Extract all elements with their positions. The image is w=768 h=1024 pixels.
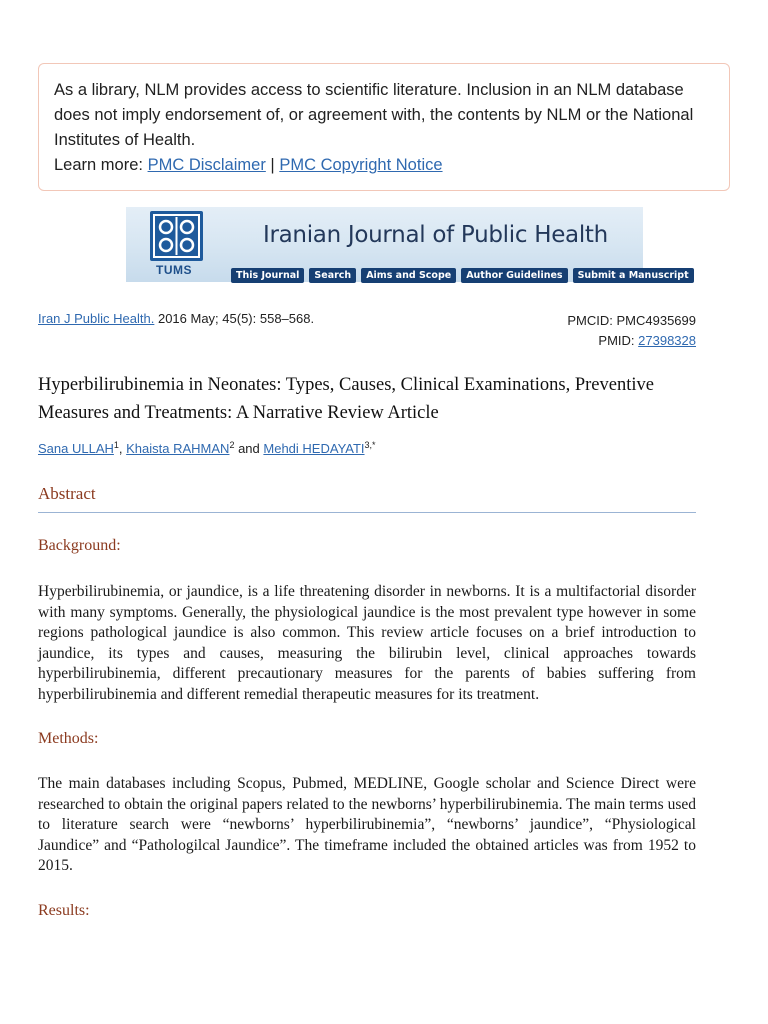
author-affiliation: 3,* — [364, 440, 376, 450]
pmc-copyright-link[interactable]: PMC Copyright Notice — [279, 156, 443, 174]
nav-search[interactable]: Search — [309, 268, 356, 283]
author-link[interactable]: Khaista RAHMAN — [126, 441, 230, 456]
journal-nav — [231, 265, 699, 281]
article-title: Hyperbilirubinemia in Neonates: Types, Causes, Clinical Examinations, Preventive Measures and Treatments: A Narrative Review Article — [38, 375, 654, 423]
author-link[interactable]: Mehdi HEDAYATI — [263, 441, 365, 456]
background-text: Hyperbilirubinemia, or jaundice, is a life threatening disorder in newborns. It is a multifactorial disorder with many symptoms. Generally, the physiological jaundice is the most prevalent type however in some regions pathological jaundice is also common. This review article focuses on a brief introduction to jaundice, its types and causes, measuring the bilirubin level, clinical approaches towards hyperbilirubinemia, different precautionary measures for the parents of babies suffering from hyperbilirubinemia and different remedial therapeutic measures for its treatment. — [38, 583, 696, 703]
article-ids — [567, 311, 696, 351]
pmcid-row — [567, 311, 696, 331]
author-affiliation: 2 — [229, 440, 235, 450]
results-heading: Results: — [38, 902, 90, 919]
pmcid-value: PMC4935699 — [616, 313, 696, 328]
author-affiliation: 1 — [113, 440, 119, 450]
link-separator: | — [270, 156, 275, 174]
author-list — [38, 440, 376, 456]
methods-heading: Methods: — [38, 730, 99, 747]
nav-this-journal[interactable]: This Journal — [231, 268, 304, 283]
citation-line — [38, 311, 314, 326]
pmid-row — [567, 331, 696, 351]
learn-more-label: Learn more: — [54, 156, 143, 174]
citation-details: 2016 May; 45(5): 558–568. — [157, 311, 315, 326]
author-link[interactable]: Sana ULLAH — [38, 441, 114, 456]
nlm-disclaimer-box — [38, 63, 730, 191]
nav-submit-manuscript[interactable]: Submit a Manuscript — [573, 268, 694, 283]
nav-aims-scope[interactable]: Aims and Scope — [361, 268, 456, 283]
author-separator: , — [118, 441, 127, 456]
journal-banner[interactable] — [126, 207, 689, 282]
pmid-link[interactable]: 27398328 — [638, 333, 696, 348]
nav-author-guidelines[interactable]: Author Guidelines — [461, 268, 567, 283]
methods-text: The main databases including Scopus, Pubmed, MEDLINE, Google scholar and Science Direct were researched to obtain the original papers related to the newborns’ hyperbilirubinemia. The main terms used to literature search were “newborns’ hyperbilirubinemia”, “newborns’ jaundice”, “Physiological Jaundice” and “Pathologilcal Jaundice”. The timeframe included the obtained articles was from 1952 to 2015. — [38, 775, 696, 874]
tums-label: TUMS — [156, 263, 192, 277]
author-separator: and — [234, 441, 264, 456]
background-heading: Background: — [38, 537, 121, 554]
disclaimer-text: As a library, NLM provides access to scientific literature. Inclusion in an NLM database does not imply endorsement of, or agreement with, the contents by NLM or the National Institutes of Health. — [54, 81, 694, 149]
pmc-disclaimer-link[interactable]: PMC Disclaimer — [147, 156, 266, 174]
pmcid-label: PMCID: — [567, 313, 613, 328]
abstract-heading: Abstract — [38, 484, 696, 513]
tums-logo-icon — [150, 211, 203, 261]
journal-title: Iranian Journal of Public Health — [263, 222, 608, 248]
pmid-label: PMID: — [598, 333, 635, 348]
journal-link[interactable]: Iran J Public Health. — [38, 311, 155, 326]
